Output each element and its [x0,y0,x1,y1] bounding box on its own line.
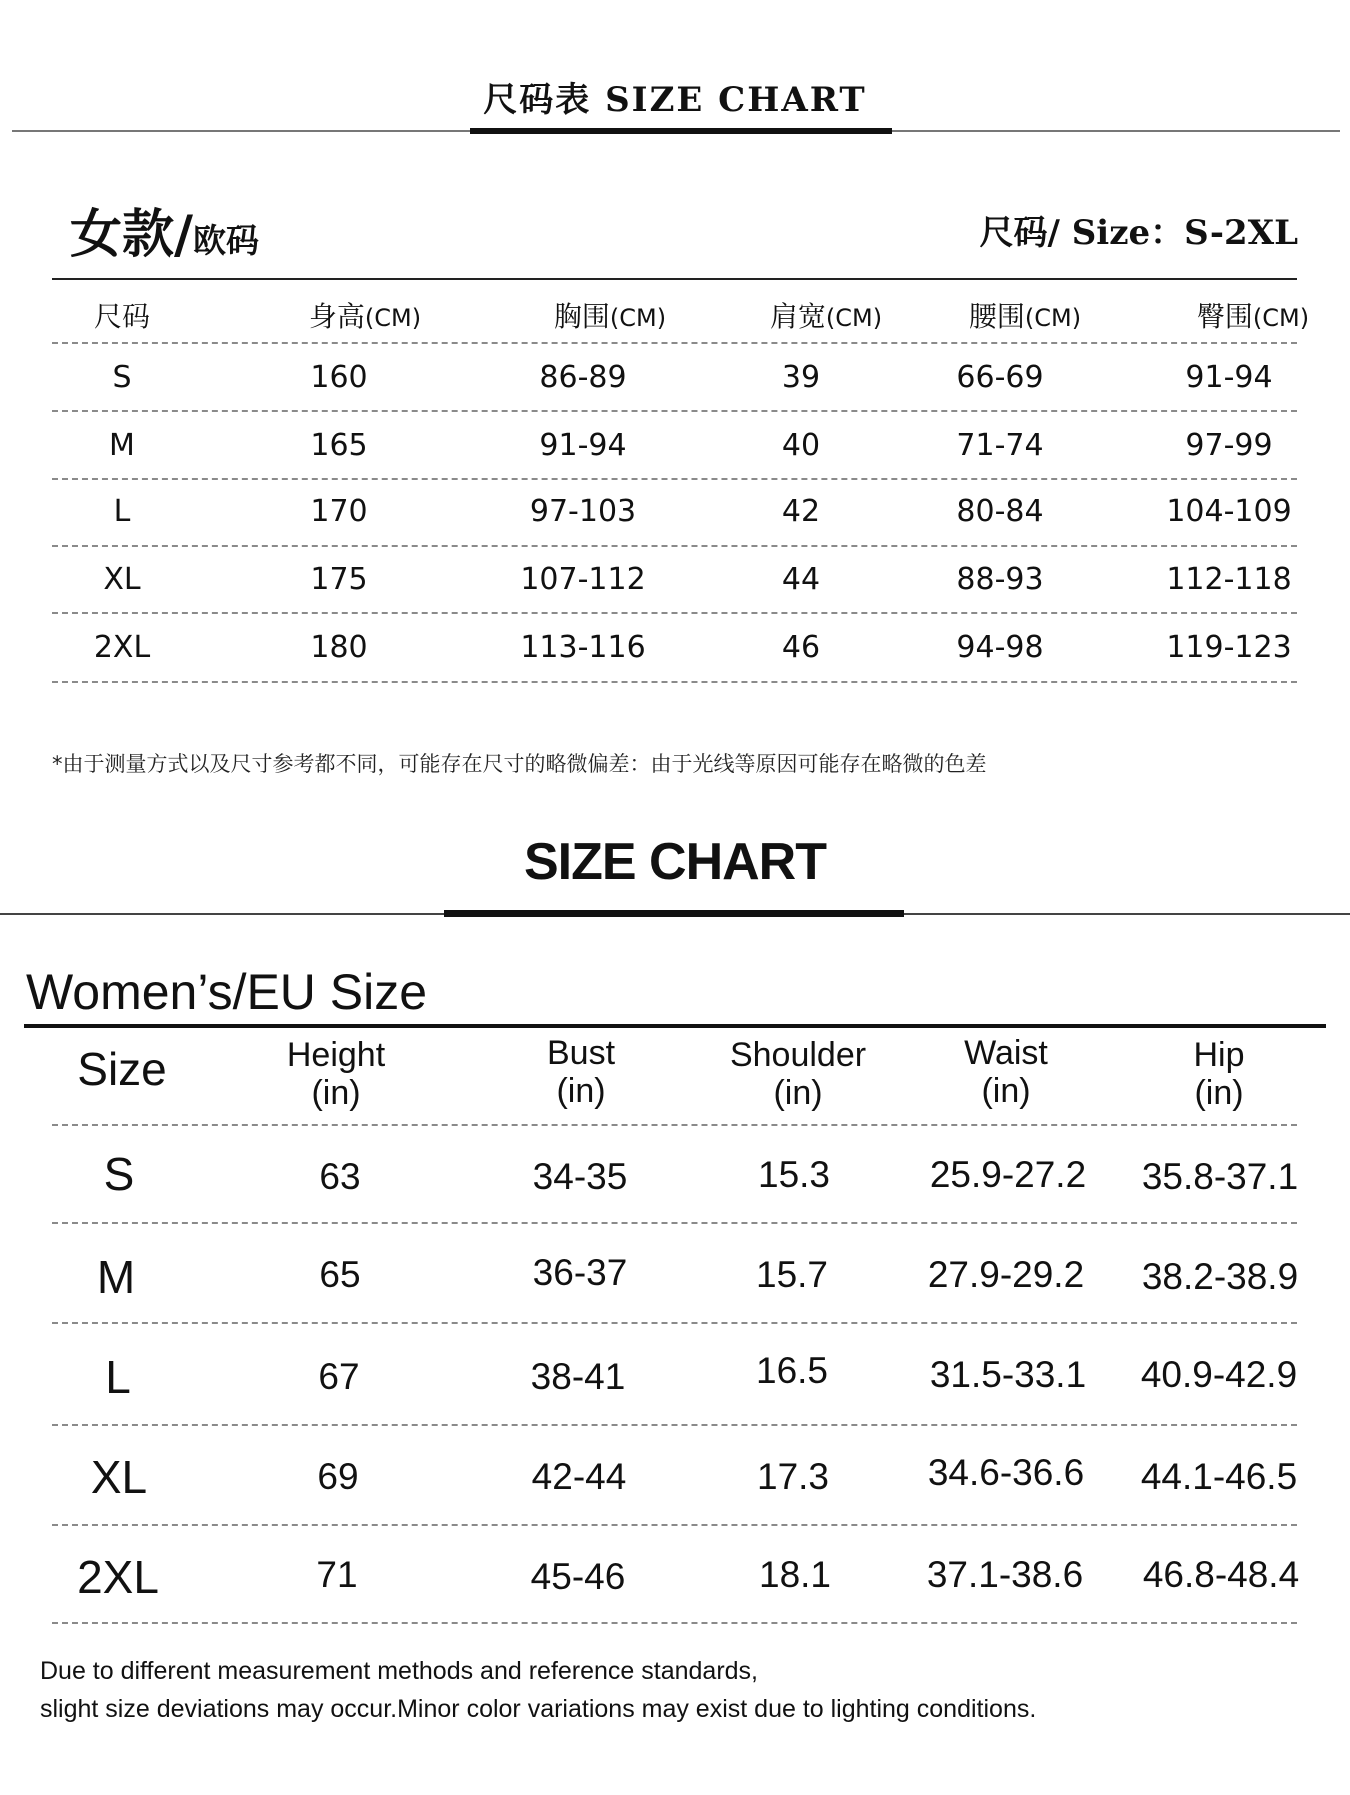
cn-divider [52,410,1297,412]
table-cell: 35.8-37.1 [1141,1156,1299,1197]
table-cell: 27.9-29.2 [927,1254,1085,1295]
table-cell: 40 [781,428,821,463]
cn-header-shoulder: 肩宽(CM) [769,300,883,333]
table-cell: 67 [318,1356,360,1397]
table-cell: L [113,494,131,529]
table-cell: XL [90,1451,148,1503]
top-title: 尺码表 SIZE CHART [483,80,867,120]
en-header-shoulder: Shoulder (in) [729,1036,867,1112]
table-cell: 180 [310,630,368,665]
en-section-heading: Women’s/EU Size [26,964,428,1020]
cn-header-height: 身高(CM) [308,300,422,333]
table-cell: 15.3 [757,1154,831,1195]
table-cell: 15.7 [755,1254,829,1295]
table-cell: 31.5-33.1 [929,1354,1087,1395]
table-cell: 112-118 [1166,562,1292,597]
table-cell: 71 [316,1554,358,1595]
table-cell: 119-123 [1166,630,1292,665]
table-cell: 25.9-27.2 [929,1154,1087,1195]
table-cell: 86-89 [539,360,627,395]
en-divider [52,1524,1297,1526]
table-cell: 34-35 [532,1156,628,1197]
en-divider [52,1124,1297,1126]
table-cell: 46 [781,630,821,665]
cn-header-bust: 胸围(CM) [553,300,667,333]
en-title-underline-thick [444,910,904,917]
en-header-size: Size [77,1043,167,1095]
table-cell: 97-103 [529,494,637,529]
table-cell: 69 [317,1456,359,1497]
cn-divider [52,342,1297,344]
table-cell: 94-98 [956,630,1044,665]
en-header-bust: Bust (in) [546,1034,616,1110]
en-header-waist: Waist (in) [964,1034,1048,1110]
cn-table-top-rule [52,278,1297,280]
table-cell: S [103,1148,135,1200]
table-cell: 36-37 [532,1252,628,1293]
top-title-underline-thick [470,128,892,134]
table-cell: 42-44 [531,1456,627,1497]
table-cell: 91-94 [539,428,627,463]
en-header-hip: Hip (in) [1193,1036,1245,1112]
table-cell: 2XL [93,630,151,665]
cn-header-hip: 臀围(CM) [1196,300,1310,333]
cn-divider [52,478,1297,480]
cn-divider [52,545,1297,547]
table-cell: 37.1-38.6 [926,1554,1084,1595]
en-note-line-2: slight size deviations may occur.Minor color variations may exist due to lighting conditions. [40,1695,1037,1723]
table-cell: 160 [310,360,368,395]
table-cell: L [105,1351,131,1403]
en-disclaimer-note [40,1652,1036,1728]
table-cell: 44 [781,562,821,597]
table-cell: 91-94 [1185,360,1273,395]
en-table-top-rule [24,1024,1326,1028]
table-cell: 113-116 [520,630,646,665]
en-divider [52,1622,1297,1624]
table-cell: 104-109 [1166,494,1292,529]
table-cell: 88-93 [956,562,1044,597]
table-cell: 18.1 [758,1554,832,1595]
table-cell: 71-74 [956,428,1044,463]
table-cell: XL [103,562,141,597]
cn-size-range: 尺码/ Size：S-2XL [979,213,1298,253]
table-cell: 40.9-42.9 [1140,1354,1298,1395]
cn-divider [52,612,1297,614]
table-cell: 66-69 [956,360,1044,395]
en-divider [52,1322,1297,1324]
cn-header-size: 尺码 [93,300,151,333]
table-cell: 16.5 [755,1350,829,1391]
en-header-height: Height (in) [286,1036,386,1112]
table-cell: S [112,360,132,395]
cn-divider [52,681,1297,683]
table-cell: 42 [781,494,821,529]
cn-disclaimer-note: *由于测量方式以及尺寸参考都不同，可能存在尺寸的略微偏差：由于光线等原因可能存在略微的色差 [52,752,987,776]
table-cell: 80-84 [956,494,1044,529]
table-cell: 34.6-36.6 [927,1452,1085,1493]
table-cell: 46.8-48.4 [1142,1554,1300,1595]
cn-heading-main: 女款/ [70,205,193,265]
table-cell: 17.3 [756,1456,830,1497]
table-cell: M [96,1251,136,1303]
table-cell: 2XL [77,1551,159,1603]
table-cell: M [109,428,135,463]
table-cell: 65 [319,1254,361,1295]
table-cell: 97-99 [1185,428,1273,463]
en-title: SIZE CHART [524,833,826,891]
table-cell: 175 [310,562,368,597]
en-divider [52,1222,1297,1224]
table-cell: 44.1-46.5 [1140,1456,1298,1497]
table-cell: 63 [319,1156,361,1197]
cn-heading-sub: 欧码 [193,221,259,260]
table-cell: 165 [310,428,368,463]
table-cell: 170 [310,494,368,529]
en-divider [52,1424,1297,1426]
table-cell: 107-112 [520,562,646,597]
table-cell: 45-46 [530,1556,626,1597]
table-cell: 39 [781,360,821,395]
en-note-line-1: Due to different measurement methods and reference standards, [40,1657,759,1685]
cn-header-waist: 腰围(CM) [968,300,1082,333]
table-cell: 38.2-38.9 [1141,1256,1299,1297]
table-cell: 38-41 [530,1356,626,1397]
cn-section-heading [70,192,259,267]
